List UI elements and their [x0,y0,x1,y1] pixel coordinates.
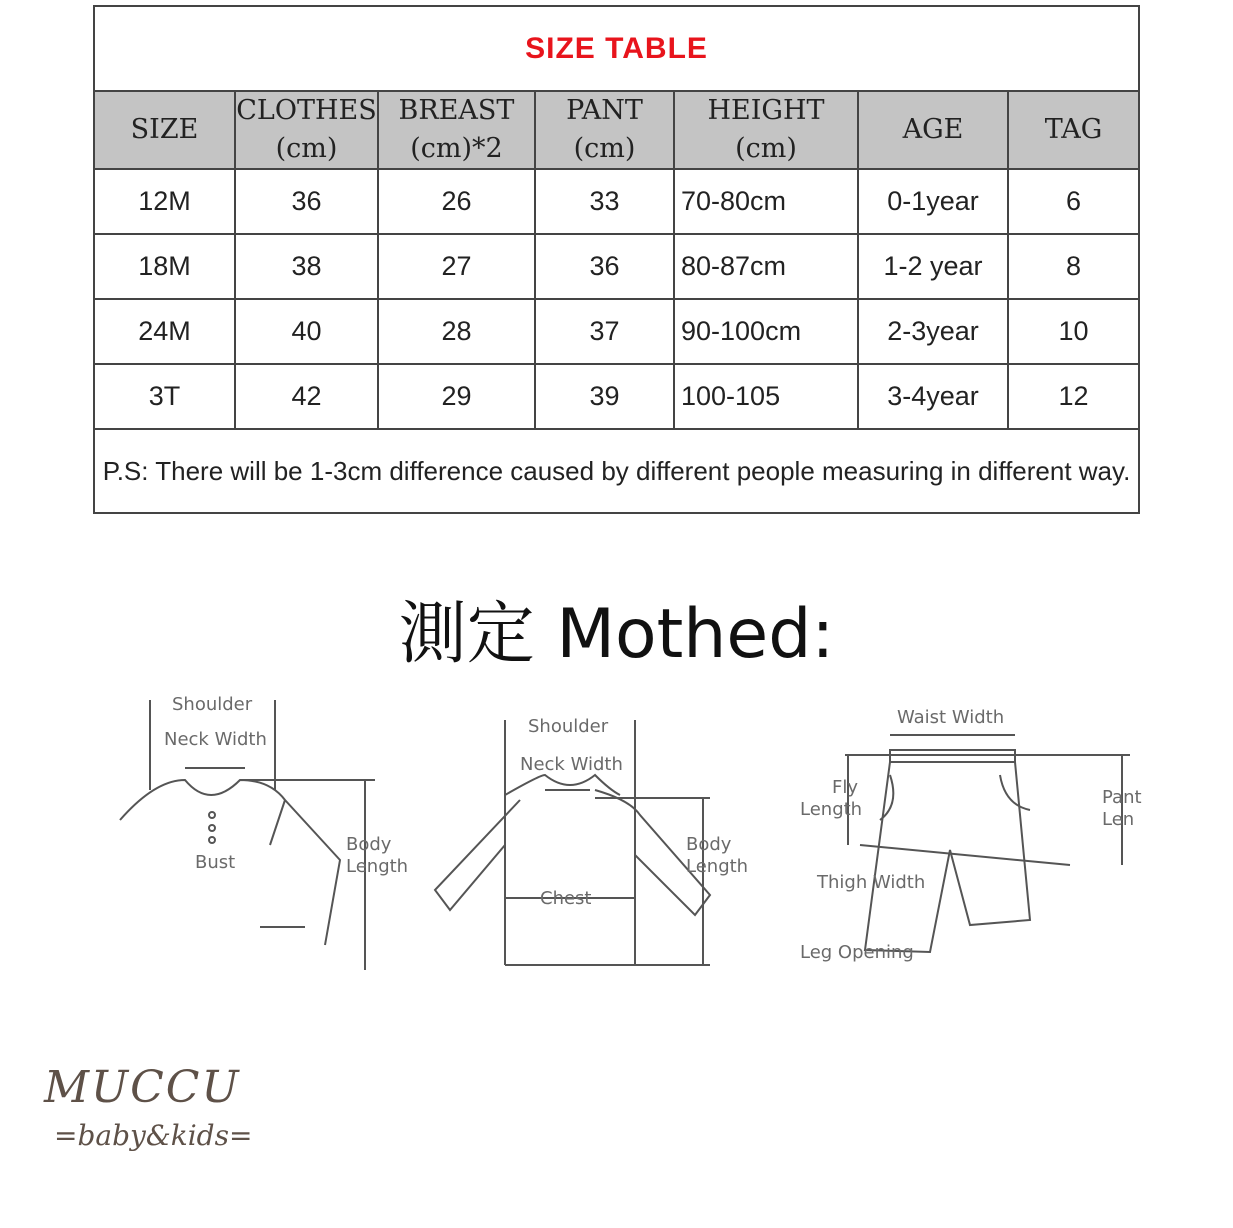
shirt1-body-label-2: Length [346,856,409,877]
table-cell: 28 [378,299,535,364]
pants-fly-label-1: Fly [832,777,859,798]
header-cell [378,91,535,169]
table-cell: 90-100cm [674,299,858,364]
table-cell: 24M [94,299,235,364]
table-cell: 33 [535,169,674,234]
table-cell: 26 [378,169,535,234]
shirt1-body-label-1: Body [346,834,392,855]
table-cell: 1-2 year [858,234,1008,299]
pants-thigh-label: Thigh Width [817,872,926,893]
header-cell [235,91,378,169]
table-row [94,234,1139,299]
table-cell: 36 [535,234,674,299]
table-header-row [94,91,1139,169]
brand-logo [44,1062,252,1152]
table-cell: 8 [1008,234,1139,299]
shirt1-bust-label: Bust [195,852,236,873]
header-unit: (cm)*2 [410,133,503,164]
pants-length-label-1: Pant [1102,787,1142,808]
header-label: TAG [1044,114,1103,145]
shirt1-neck-label: Neck Width [164,729,267,750]
measurement-diagrams [100,680,1180,990]
table-cell: 10 [1008,299,1139,364]
size-table [93,5,1140,514]
pants-waist-label: Waist Width [897,707,1005,728]
measurement-illustration [100,680,1180,990]
header-unit: (cm) [735,133,797,164]
table-cell: 27 [378,234,535,299]
table-cell: 80-87cm [674,234,858,299]
method-title: 測定 Mothed: [398,595,835,674]
header-label: BREAST [398,95,515,126]
table-cell: 3-4year [858,364,1008,429]
brand-name: MUCCU [44,1062,241,1113]
table-body [94,169,1139,429]
table-cell: 39 [535,364,674,429]
table-row [94,364,1139,429]
table-row [94,169,1139,234]
header-label: PANT [566,95,643,126]
header-label: HEIGHT [707,95,825,126]
pants-fly-label-2: Length [800,799,863,820]
brand-tagline: =baby&kids= [54,1119,253,1152]
header-cell [1008,91,1139,169]
table-cell: 29 [378,364,535,429]
header-cell [535,91,674,169]
table-cell: 18M [94,234,235,299]
header-label: SIZE [130,114,199,145]
shirt2-chest-label: Chest [540,888,592,909]
table-row [94,299,1139,364]
shirt2-shoulder-label: Shoulder [528,716,609,737]
header-unit: (cm) [275,133,338,164]
table-cell: 36 [235,169,378,234]
header-unit: (cm) [573,133,636,164]
table-cell: 6 [1008,169,1139,234]
table-cell: 12 [1008,364,1139,429]
shirt2-body-label-2: Length [686,856,749,877]
header-cell [858,91,1008,169]
header-cell [94,91,235,169]
table-cell: 100-105 [674,364,858,429]
header-label: CLOTHES [236,95,377,126]
table-cell: 12M [94,169,235,234]
table-note: P.S: There will be 1-3cm difference caused by different people measuring in different way. [94,429,1139,513]
table-cell: 38 [235,234,378,299]
table-cell: 0-1year [858,169,1008,234]
shirt2-neck-label: Neck Width [520,754,623,775]
table-cell: 37 [535,299,674,364]
table-cell: 3T [94,364,235,429]
table-cell: 2-3year [858,299,1008,364]
shirt1-shoulder-label: Shoulder [172,694,253,715]
header-label: AGE [902,114,964,145]
size-table-container [93,5,1138,514]
shirt2-body-label-1: Body [686,834,732,855]
table-title: SIZE TABLE [94,6,1139,91]
pants-leg-label: Leg Opening [800,942,914,963]
table-cell: 70-80cm [674,169,858,234]
table-cell: 40 [235,299,378,364]
header-cell [674,91,858,169]
table-cell: 42 [235,364,378,429]
pants-length-label-2: Len [1102,809,1135,830]
pants-diagram [845,735,1130,952]
